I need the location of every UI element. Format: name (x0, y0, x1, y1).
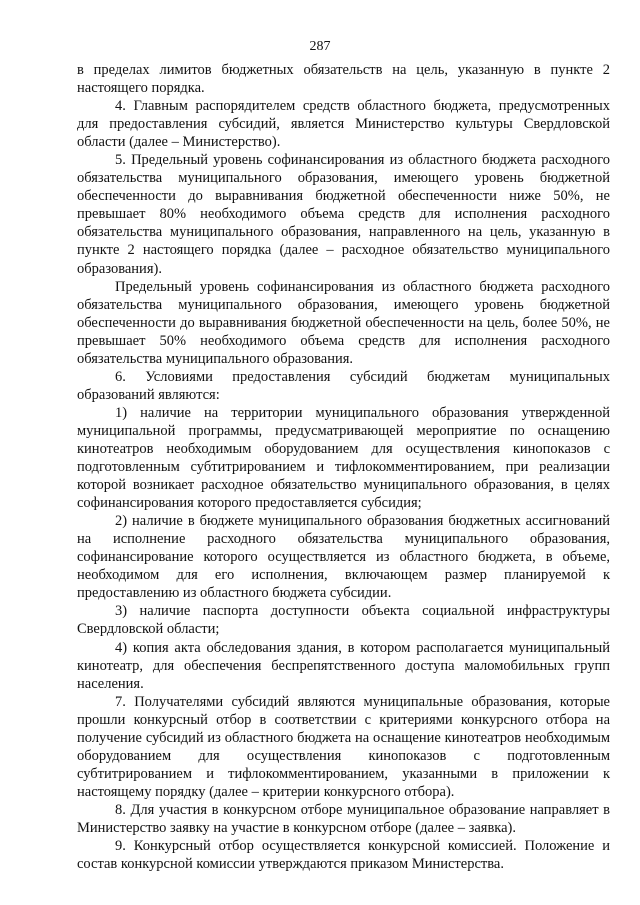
paragraph-item-6: 6. Условиями предоставления субсидий бюджетам муниципальных образований являются: (77, 368, 610, 403)
paragraph-continuation: в пределах лимитов бюджетных обязательств на цель, указанную в пункте 2 настоящего порядка. (77, 62, 610, 97)
document-body (77, 61, 610, 873)
paragraph-item-7: 7. Получателями субсидий являются муниципальные образования, которые прошли конкурсный отбор в соответствии с критериями конкурсного отбора на получение субсидий из областного бюджета на оснащение кинотеатров необходимым оборудованием для осуществления кинопоказов с подготовленным субтитрированием и тифлокомментированием, указанными в приложении к настоящему порядку (далее – критерии конкурсного отбора). (77, 693, 610, 800)
paragraph-subitem-1: 1) наличие на территории муниципального образования утвержденной муниципальной программы, предусматривающей мероприятие по оснащению кинотеатров необходимым оборудованием для осуществления кинопоказов с подготовленным субтитрированием и тифлокомментированием, при реализации которой возникает расходное обязательство муниципального образования, в целях софинансирования которого предоставляется субсидия; (77, 404, 610, 512)
paragraph-subitem-3: 3) наличие паспорта доступности объекта социальной инфраструктуры Свердловской области; (77, 603, 610, 638)
paragraph-item-9: 9. Конкурсный отбор осуществляется конкурсной комиссией. Положение и состав конкурсной комиссии утверждаются приказом Министерства. (77, 838, 610, 873)
paragraph-item-4: 4. Главным распорядителем средств областного бюджета, предусмотренных для предоставления субсидий, является Министерство культуры Свердловской области (далее – Министерство). (77, 98, 610, 151)
paragraph-item-5: 5. Предельный уровень софинансирования из областного бюджета расходного обязательства муниципального образования, имеющего уровень бюджетной обеспеченности до выравнивания бюджетной обеспеченности ниже 50%, не превышает 80% необходимого объема средств для исполнения расходного обязательства муниципального образования, направленного на цель, указанную в пункте 2 настоящего порядка (далее – расходное обязательство муниципального образования). (77, 152, 610, 277)
paragraph-item-8: 8. Для участия в конкурсном отборе муниципальное образование направляет в Министерство заявку на участие в конкурсном отборе (далее – заявка). (77, 801, 610, 836)
paragraph-subitem-4: 4) копия акта обследования здания, в котором располагается муниципальный кинотеатр, для обеспечения беспрепятственного доступа маломобильных групп населения. (77, 639, 610, 692)
page-number: 287 (309, 39, 331, 54)
paragraph-item-5-cont: Предельный уровень софинансирования из областного бюджета расходного обязательства муниципального образования, имеющего уровень бюджетной обеспеченности до выравнивания бюджетной обеспеченности на цель, более 50%, не превышает 50% необходимого объема средств для исполнения расходного обязательства муниципального образования. (77, 278, 610, 367)
paragraph-subitem-2: 2) наличие в бюджете муниципального образования бюджетных ассигнований на исполнение расходного обязательства муниципального образования, софинансирование которого осуществляется из областного бюджета, в объеме, необходимом для его исполнения, включающем размер планируемой к предоставлению из областного бюджета субсидии. (77, 513, 610, 602)
